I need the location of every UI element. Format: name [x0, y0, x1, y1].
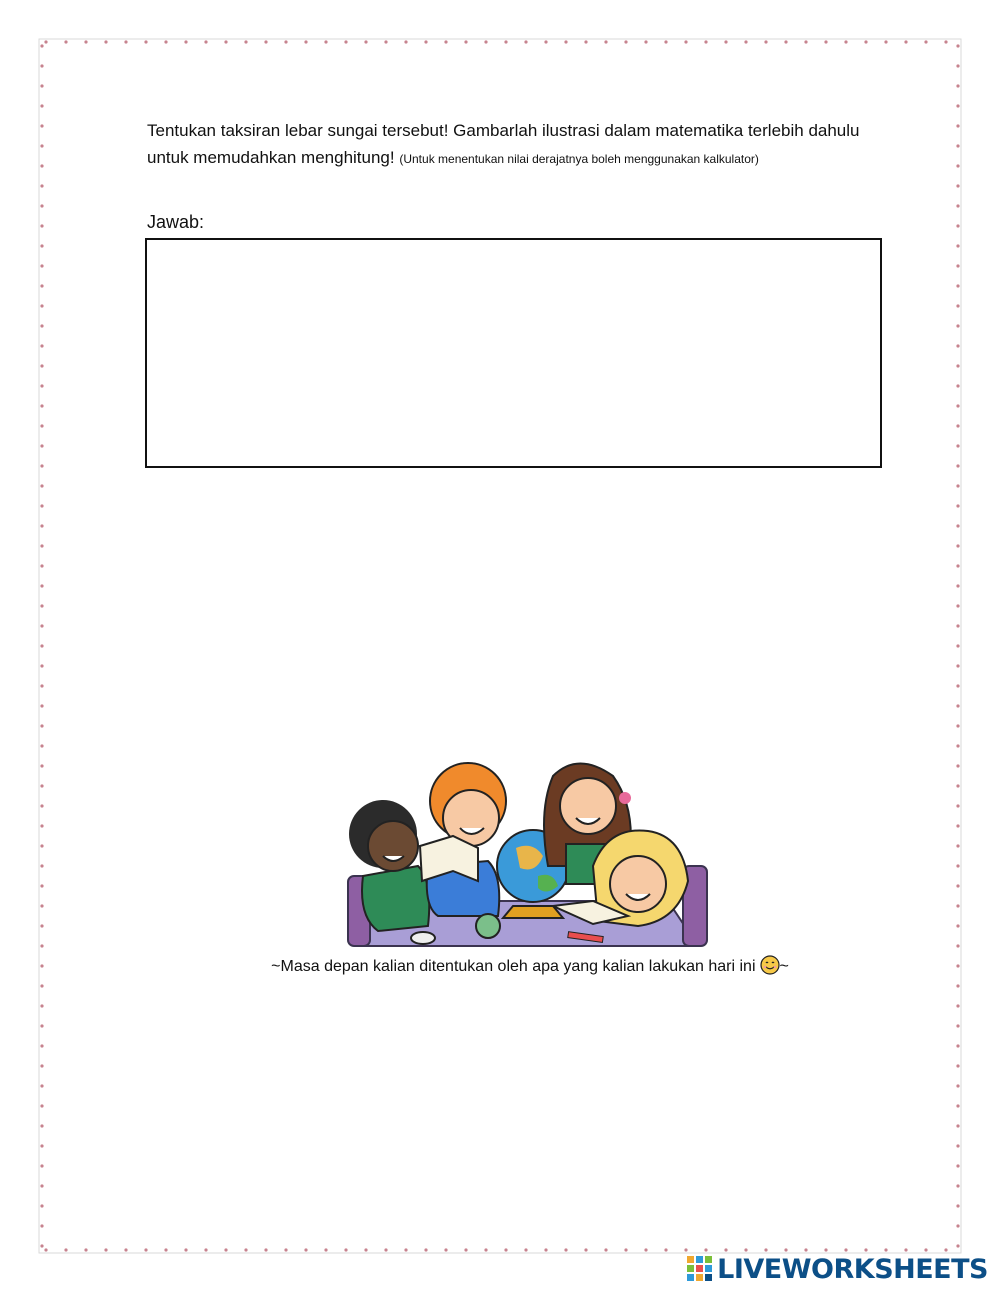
answer-label: Jawab:	[147, 212, 205, 232]
border-flower-mark	[956, 924, 959, 927]
border-flower-mark	[40, 764, 43, 767]
border-flower-mark	[584, 40, 587, 43]
border-flower-mark	[956, 484, 959, 487]
border-flower-mark	[104, 1248, 107, 1251]
border-flower-mark	[224, 40, 227, 43]
border-flower-mark	[956, 424, 959, 427]
border-flower-mark	[784, 40, 787, 43]
border-flower-mark	[956, 544, 959, 547]
border-flower-mark	[956, 604, 959, 607]
border-flower-mark	[104, 40, 107, 43]
border-flower-mark	[484, 40, 487, 43]
border-flower-mark	[84, 40, 87, 43]
border-flower-mark	[40, 384, 43, 387]
border-flower-mark	[956, 1144, 959, 1147]
border-flower-mark	[956, 284, 959, 287]
border-flower-mark	[364, 1248, 367, 1251]
border-flower-mark	[904, 1248, 907, 1251]
instruction-text: Tentukan taksiran lebar sungai tersebut! Gambarlah ilustrasi dalam matematika terlebih dahulu untuk memudahkan menghitung!	[147, 121, 860, 167]
border-flower-mark	[40, 884, 43, 887]
border-flower-mark	[704, 40, 707, 43]
border-flower-mark	[304, 1248, 307, 1251]
border-flower-mark	[264, 1248, 267, 1251]
border-flower-mark	[956, 904, 959, 907]
border-flower-mark	[864, 1248, 867, 1251]
border-flower-mark	[40, 1104, 43, 1107]
border-flower-mark	[124, 40, 127, 43]
border-flower-mark	[264, 40, 267, 43]
border-flower-mark	[564, 1248, 567, 1251]
border-flower-mark	[684, 40, 687, 43]
border-flower-mark	[956, 1004, 959, 1007]
border-flower-mark	[40, 204, 43, 207]
border-flower-mark	[40, 624, 43, 627]
border-flower-mark	[40, 444, 43, 447]
border-flower-mark	[604, 40, 607, 43]
border-flower-mark	[144, 40, 147, 43]
border-flower-mark	[956, 744, 959, 747]
border-flower-mark	[824, 1248, 827, 1251]
border-flower-mark	[956, 104, 959, 107]
border-flower-mark	[64, 1248, 67, 1251]
question-instruction	[147, 117, 867, 171]
border-flower-mark	[40, 804, 43, 807]
border-flower-mark	[956, 44, 959, 47]
border-flower-mark	[504, 1248, 507, 1251]
border-flower-mark	[40, 724, 43, 727]
border-flower-mark	[84, 1248, 87, 1251]
border-flower-mark	[40, 584, 43, 587]
border-flower-mark	[40, 704, 43, 707]
border-flower-mark	[364, 40, 367, 43]
border-flower-mark	[40, 484, 43, 487]
border-flower-mark	[40, 1064, 43, 1067]
border-flower-mark	[956, 564, 959, 567]
border-flower-mark	[884, 1248, 887, 1251]
border-flower-mark	[40, 524, 43, 527]
border-flower-mark	[324, 40, 327, 43]
border-flower-mark	[956, 344, 959, 347]
border-flower-mark	[40, 924, 43, 927]
border-flower-mark	[956, 144, 959, 147]
border-flower-mark	[956, 864, 959, 867]
border-flower-mark	[444, 40, 447, 43]
border-flower-mark	[184, 1248, 187, 1251]
border-flower-mark	[40, 1004, 43, 1007]
border-flower-mark	[956, 624, 959, 627]
border-flower-mark	[40, 684, 43, 687]
border-flower-mark	[144, 1248, 147, 1251]
border-flower-mark	[40, 44, 43, 47]
border-flower-mark	[40, 264, 43, 267]
border-flower-mark	[164, 1248, 167, 1251]
border-flower-mark	[44, 40, 47, 43]
border-flower-mark	[956, 984, 959, 987]
border-flower-mark	[124, 1248, 127, 1251]
border-flower-mark	[244, 40, 247, 43]
border-flower-mark	[544, 40, 547, 43]
border-flower-mark	[40, 1184, 43, 1187]
border-flower-mark	[344, 40, 347, 43]
border-flower-mark	[956, 1024, 959, 1027]
border-flower-mark	[644, 1248, 647, 1251]
border-flower-mark	[956, 324, 959, 327]
border-flower-mark	[956, 364, 959, 367]
border-flower-mark	[344, 1248, 347, 1251]
border-flower-mark	[956, 164, 959, 167]
border-flower-mark	[804, 1248, 807, 1251]
border-flower-mark	[956, 664, 959, 667]
border-flower-mark	[704, 1248, 707, 1251]
border-flower-mark	[424, 40, 427, 43]
border-flower-mark	[904, 40, 907, 43]
border-flower-mark	[956, 1184, 959, 1187]
instruction-note: (Untuk menentukan nilai derajatnya boleh menggunakan kalkulator)	[399, 152, 759, 166]
border-flower-mark	[956, 764, 959, 767]
border-flower-mark	[40, 744, 43, 747]
border-flower-mark	[40, 364, 43, 367]
border-flower-mark	[40, 1084, 43, 1087]
border-flower-mark	[956, 64, 959, 67]
border-flower-mark	[40, 1164, 43, 1167]
border-flower-mark	[524, 40, 527, 43]
border-flower-mark	[724, 1248, 727, 1251]
border-flower-mark	[40, 604, 43, 607]
border-flower-mark	[956, 724, 959, 727]
border-flower-mark	[40, 144, 43, 147]
border-flower-mark	[956, 444, 959, 447]
border-flower-mark	[40, 404, 43, 407]
quote-end: ~	[779, 958, 789, 975]
border-flower-mark	[956, 1084, 959, 1087]
border-flower-mark	[924, 40, 927, 43]
border-flower-mark	[40, 424, 43, 427]
border-flower-mark	[956, 1104, 959, 1107]
border-flower-mark	[244, 1248, 247, 1251]
border-flower-mark	[684, 1248, 687, 1251]
border-flower-mark	[956, 404, 959, 407]
border-flower-mark	[956, 204, 959, 207]
border-flower-mark	[424, 1248, 427, 1251]
border-flower-mark	[40, 84, 43, 87]
border-flower-mark	[944, 1248, 947, 1251]
border-flower-mark	[644, 40, 647, 43]
border-flower-mark	[744, 1248, 747, 1251]
border-flower-mark	[956, 804, 959, 807]
border-flower-mark	[956, 1044, 959, 1047]
border-flower-mark	[804, 40, 807, 43]
border-flower-mark	[40, 64, 43, 67]
border-flower-mark	[40, 504, 43, 507]
border-flower-mark	[956, 244, 959, 247]
border-flower-mark	[40, 304, 43, 307]
border-flower-mark	[444, 1248, 447, 1251]
border-flower-mark	[524, 1248, 527, 1251]
border-flower-mark	[40, 864, 43, 867]
border-flower-mark	[64, 40, 67, 43]
border-flower-mark	[40, 164, 43, 167]
border-flower-mark	[384, 40, 387, 43]
border-flower-mark	[40, 1144, 43, 1147]
border-flower-mark	[40, 564, 43, 567]
border-flower-mark	[324, 1248, 327, 1251]
border-flower-mark	[956, 784, 959, 787]
border-flower-mark	[864, 40, 867, 43]
border-flower-mark	[956, 884, 959, 887]
border-flower-mark	[956, 1244, 959, 1247]
border-flower-mark	[40, 664, 43, 667]
border-flower-mark	[44, 1248, 47, 1251]
border-flower-mark	[956, 124, 959, 127]
border-flower-mark	[956, 224, 959, 227]
border-flower-mark	[464, 40, 467, 43]
border-flower-mark	[956, 944, 959, 947]
children-studying-illustration	[338, 756, 716, 952]
border-flower-mark	[924, 1248, 927, 1251]
border-flower-mark	[204, 1248, 207, 1251]
border-flower-mark	[784, 1248, 787, 1251]
border-flower-mark	[764, 40, 767, 43]
motivational-quote	[0, 955, 1000, 976]
brand-name: LIVEWORKSHEETS	[717, 1253, 988, 1285]
border-flower-mark	[40, 1024, 43, 1027]
border-flower-mark	[844, 40, 847, 43]
border-flower-mark	[956, 844, 959, 847]
border-flower-mark	[956, 184, 959, 187]
border-flower-mark	[956, 504, 959, 507]
border-flower-mark	[564, 40, 567, 43]
border-flower-mark	[40, 344, 43, 347]
border-flower-mark	[664, 40, 667, 43]
border-flower-mark	[464, 1248, 467, 1251]
border-flower-mark	[304, 40, 307, 43]
border-flower-mark	[40, 464, 43, 467]
border-flower-mark	[40, 644, 43, 647]
border-flower-mark	[40, 544, 43, 547]
border-flower-mark	[956, 1064, 959, 1067]
border-flower-mark	[956, 304, 959, 307]
border-flower-mark	[604, 1248, 607, 1251]
border-flower-mark	[164, 40, 167, 43]
border-flower-mark	[956, 524, 959, 527]
border-flower-mark	[40, 1044, 43, 1047]
border-flower-mark	[624, 40, 627, 43]
border-flower-mark	[956, 384, 959, 387]
border-flower-mark	[40, 904, 43, 907]
answer-box[interactable]	[145, 238, 882, 468]
border-flower-mark	[204, 40, 207, 43]
border-flower-mark	[40, 324, 43, 327]
border-flower-mark	[40, 184, 43, 187]
border-flower-mark	[484, 1248, 487, 1251]
border-flower-mark	[40, 844, 43, 847]
border-flower-mark	[956, 1204, 959, 1207]
border-flower-mark	[224, 1248, 227, 1251]
border-flower-mark	[884, 40, 887, 43]
border-flower-mark	[664, 1248, 667, 1251]
border-flower-mark	[40, 104, 43, 107]
border-flower-mark	[40, 1124, 43, 1127]
border-flower-mark	[40, 1204, 43, 1207]
border-flower-mark	[184, 40, 187, 43]
border-flower-mark	[956, 684, 959, 687]
liveworksheets-logo	[687, 1254, 988, 1284]
border-flower-mark	[504, 40, 507, 43]
border-flower-mark	[956, 464, 959, 467]
border-flower-mark	[724, 40, 727, 43]
border-flower-mark	[956, 264, 959, 267]
smiley-icon	[760, 955, 780, 975]
border-flower-mark	[40, 124, 43, 127]
border-flower-mark	[284, 1248, 287, 1251]
border-flower-mark	[40, 224, 43, 227]
border-flower-mark	[956, 1164, 959, 1167]
border-flower-mark	[40, 1224, 43, 1227]
border-flower-mark	[764, 1248, 767, 1251]
quote-text: ~Masa depan kalian ditentukan oleh apa yang kalian lakukan hari ini	[271, 958, 756, 975]
border-flower-mark	[284, 40, 287, 43]
border-flower-mark	[956, 1124, 959, 1127]
border-flower-mark	[744, 40, 747, 43]
border-flower-mark	[40, 784, 43, 787]
border-flower-mark	[956, 1224, 959, 1227]
border-flower-mark	[384, 1248, 387, 1251]
border-flower-mark	[944, 40, 947, 43]
border-flower-mark	[956, 584, 959, 587]
border-flower-mark	[584, 1248, 587, 1251]
border-flower-mark	[40, 944, 43, 947]
border-flower-mark	[544, 1248, 547, 1251]
border-flower-mark	[40, 1244, 43, 1247]
border-flower-mark	[956, 644, 959, 647]
border-flower-mark	[40, 284, 43, 287]
border-flower-mark	[40, 984, 43, 987]
border-flower-mark	[404, 40, 407, 43]
border-flower-mark	[956, 704, 959, 707]
border-flower-mark	[956, 84, 959, 87]
border-flower-mark	[824, 40, 827, 43]
border-flower-mark	[40, 824, 43, 827]
logo-grid-icon	[687, 1256, 713, 1282]
border-flower-mark	[956, 824, 959, 827]
border-flower-mark	[624, 1248, 627, 1251]
border-flower-mark	[40, 244, 43, 247]
border-flower-mark	[404, 1248, 407, 1251]
border-flower-mark	[844, 1248, 847, 1251]
